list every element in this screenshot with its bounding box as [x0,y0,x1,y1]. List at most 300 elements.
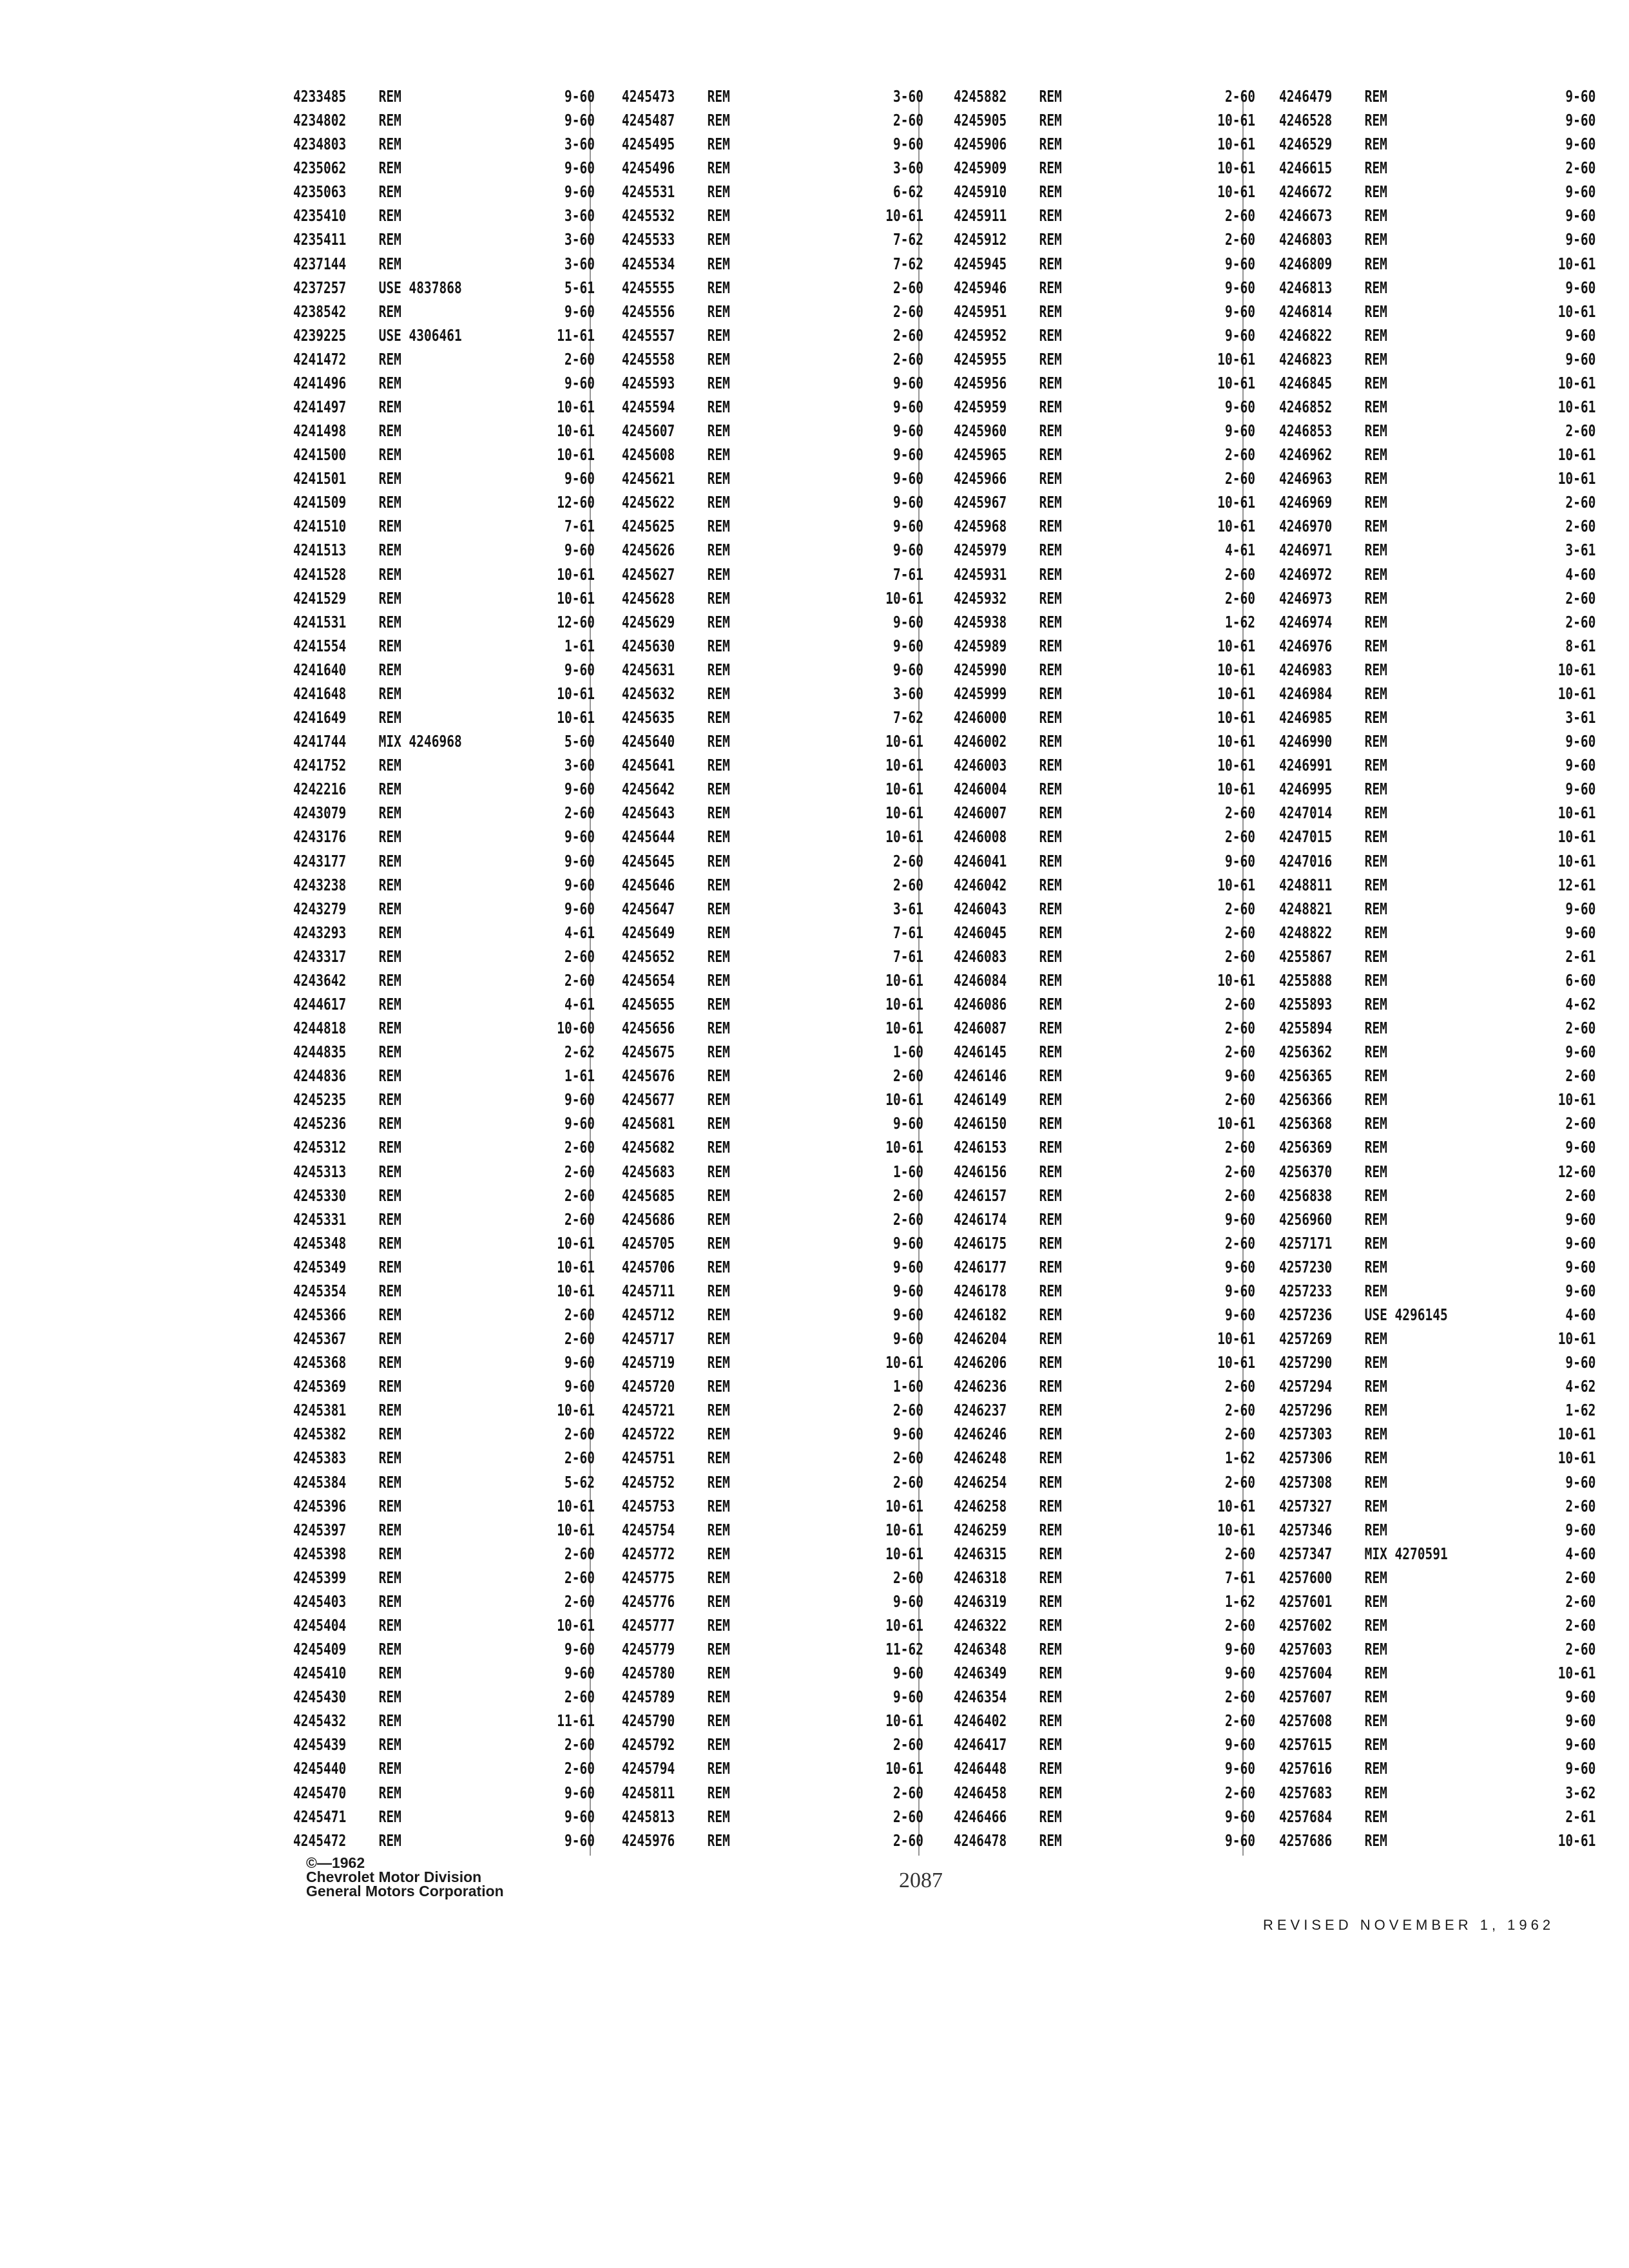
part-number: 4245621 [622,469,675,488]
part-date: 3-61 [1565,708,1596,727]
part-row [1279,1422,1596,1446]
part-status: REM [378,923,401,942]
part-date: 4-61 [564,923,595,942]
part-date: 3-60 [564,135,595,154]
part-number: 4246084 [954,970,1007,990]
part-status: REM [378,421,401,441]
part-date: 9-60 [1565,278,1596,297]
part-date: 11-61 [557,1711,595,1731]
part-status: REM [378,87,401,106]
part-date: 9-60 [1565,780,1596,799]
part-date: 7-61 [564,517,595,536]
part-row [954,1207,1255,1231]
part-status: REM [1039,899,1062,918]
part-status: REM [707,302,730,321]
part-row [622,1470,923,1494]
part-status: REM [1364,947,1387,966]
part-date: 9-60 [1565,1472,1596,1492]
part-date: 12-61 [1557,875,1596,894]
part-date: 9-60 [564,899,595,918]
part-status: REM [1039,827,1062,847]
part-status: REM [1364,1043,1387,1062]
part-status: REM [1039,1568,1062,1587]
part-status: REM [1364,1711,1387,1731]
part-number: 4245398 [293,1544,347,1563]
part-number: 4246970 [1279,517,1333,536]
part-status: REM [707,1783,730,1802]
part-status: REM [378,851,401,870]
part-status: REM [707,1209,730,1229]
part-date: 2-60 [1225,827,1255,847]
part-status: REM [378,875,401,894]
part-number: 4246984 [1279,684,1333,703]
part-status: REM [378,1114,401,1133]
part-status: REM [1364,1520,1387,1539]
part-row [622,1733,923,1756]
part-status: REM [707,1377,730,1396]
part-number: 4245312 [293,1138,347,1157]
part-date: 2-62 [564,1043,595,1062]
part-date: 2-60 [564,1305,595,1324]
part-status: REM [707,230,730,249]
part-number: 4246174 [954,1209,1007,1229]
part-row [954,1422,1255,1446]
part-date: 3-60 [564,756,595,775]
part-status: REM [378,1664,401,1683]
part-date: 9-60 [1565,1520,1596,1539]
part-status: REM [1364,803,1387,823]
part-status: REM [707,1138,730,1157]
part-date: 10-61 [557,1496,595,1515]
part-row [622,1016,923,1040]
part-status: REM [1039,445,1062,465]
part-status: REM [707,899,730,918]
part-status: REM [1039,1687,1062,1707]
part-row [622,968,923,992]
part-date: 1-62 [1565,1401,1596,1420]
part-row [1279,921,1596,945]
part-row [954,849,1255,873]
parts-column-4 [1279,84,1596,1852]
part-row [622,252,923,276]
part-date: 2-60 [893,1831,923,1850]
part-status: REM [1039,1807,1062,1826]
part-row [1279,538,1596,562]
part-row [1279,1590,1596,1613]
part-status: REM [378,1209,401,1229]
part-date: 2-60 [564,1162,595,1181]
part-status: REM [707,1711,730,1731]
part-status: REM [1364,923,1387,942]
part-number: 4245911 [954,206,1007,226]
part-date: 10-61 [1217,970,1255,990]
part-row [622,1709,923,1733]
part-row [954,1661,1255,1685]
part-number: 4245404 [293,1616,347,1635]
part-status: REM [707,1019,730,1038]
part-row [293,1566,595,1590]
part-number: 4245772 [622,1544,675,1563]
part-status: REM [707,923,730,942]
part-status: REM [378,1687,401,1707]
part-date: 10-61 [1217,875,1255,894]
part-row [1279,1829,1596,1852]
part-status: REM [378,1066,401,1086]
part-status: REM [1039,398,1062,417]
part-date: 2-60 [893,1807,923,1826]
part-number: 4247014 [1279,803,1333,823]
part-date: 10-61 [1217,684,1255,703]
part-status: REM [1039,159,1062,178]
part-number: 4237144 [293,254,347,273]
part-date: 2-60 [1225,1043,1255,1062]
part-row [293,395,595,419]
part-number: 4246254 [954,1472,1007,1492]
part-status: REM [378,1329,401,1349]
part-date: 4-61 [564,994,595,1014]
part-row [293,682,595,706]
part-number: 4246402 [954,1711,1007,1731]
part-number: 4246963 [1279,469,1333,488]
part-status: REM [1039,1257,1062,1276]
part-status: REM [1364,1687,1387,1707]
part-date: 9-60 [1565,1257,1596,1276]
part-row [293,1685,595,1709]
part-date: 2-60 [893,278,923,297]
part-date: 9-60 [1225,1305,1255,1324]
part-date: 12-60 [557,612,595,631]
part-row [1279,1184,1596,1207]
part-row [293,825,595,849]
part-number: 4246615 [1279,159,1333,178]
part-row [954,729,1255,753]
part-date: 10-61 [1557,302,1596,321]
part-status: REM [707,732,730,751]
part-status: REM [707,1329,730,1349]
part-status: REM [707,1353,730,1372]
part-row [293,180,595,204]
part-row [293,466,595,490]
part-date: 2-60 [564,1329,595,1349]
part-date: 11-61 [557,325,595,345]
part-date: 9-60 [1225,1759,1255,1778]
part-date: 9-60 [1565,206,1596,226]
part-status: REM [1039,994,1062,1014]
part-number: 4235063 [293,182,347,202]
part-status: REM [378,780,401,799]
part-number: 4246237 [954,1401,1007,1420]
part-status: REM [1039,182,1062,202]
part-status: REM [1039,636,1062,655]
part-number: 4245629 [622,612,675,631]
part-number: 4245313 [293,1162,347,1181]
part-row [293,1781,595,1805]
part-status: REM [1364,1353,1387,1372]
part-status: REM [1364,1591,1387,1611]
part-date: 9-60 [1565,1353,1596,1372]
part-date: 10-61 [1217,135,1255,154]
part-number: 4245534 [622,254,675,273]
part-row [293,514,595,538]
part-number: 4246823 [1279,349,1333,369]
part-row [954,682,1255,706]
part-date: 9-60 [564,302,595,321]
part-date: 2-60 [893,302,923,321]
part-row [293,1709,595,1733]
part-number: 4245686 [622,1209,675,1229]
part-date: 11-62 [885,1640,923,1659]
part-row [293,897,595,921]
part-date: 9-60 [1225,398,1255,417]
part-status: REM [1039,1759,1062,1778]
part-date: 10-61 [557,421,595,441]
part-number: 4245775 [622,1568,675,1587]
part-status: REM [378,1401,401,1420]
part-status: REM [1039,588,1062,608]
part-date: 2-60 [1565,159,1596,178]
part-number: 4245644 [622,827,675,847]
part-status: REM [1039,1711,1062,1731]
part-row [954,1637,1255,1661]
part-date: 10-61 [557,445,595,465]
part-number: 4245470 [293,1783,347,1802]
part-row [293,1733,595,1756]
part-status: REM [1364,756,1387,775]
part-number: 4245368 [293,1353,347,1372]
part-status: REM [378,1138,401,1157]
part-date: 12-60 [1557,1162,1596,1181]
part-row [954,227,1255,251]
part-row [622,1231,923,1255]
part-date: 2-60 [1565,421,1596,441]
part-row [954,323,1255,347]
part-date: 10-61 [885,1520,923,1539]
copyright-line: ©—1962 [306,1854,365,1871]
part-row [954,1016,1255,1040]
part-date: 9-60 [564,827,595,847]
part-status: REM [707,206,730,226]
parts-column-1 [293,84,595,1852]
part-number: 4245649 [622,923,675,942]
part-row [293,538,595,562]
part-date: 9-60 [1225,1209,1255,1229]
part-status: REM [378,1640,401,1659]
part-status: REM [707,1640,730,1659]
part-date: 9-60 [893,1257,923,1276]
part-date: 2-60 [893,1066,923,1086]
part-number: 4245910 [954,182,1007,202]
part-number: 4245780 [622,1664,675,1683]
part-date: 9-60 [893,1664,923,1683]
part-date: 1-61 [564,1066,595,1086]
part-date: 2-60 [893,325,923,345]
part-row [954,1088,1255,1111]
part-status: REM [1039,469,1062,488]
part-status: REM [707,756,730,775]
part-date: 2-60 [1565,1568,1596,1587]
part-number: 4257290 [1279,1353,1333,1372]
part-row [1279,108,1596,132]
part-date: 9-60 [564,1831,595,1850]
part-number: 4245396 [293,1496,347,1515]
part-status: REM [1039,1281,1062,1300]
part-row [954,204,1255,227]
part-row [293,1184,595,1207]
part-number: 4245906 [954,135,1007,154]
part-number: 4246246 [954,1425,1007,1444]
part-date: 10-61 [885,588,923,608]
part-status: REM [378,756,401,775]
part-number: 4243293 [293,923,347,942]
part-number: 4245722 [622,1425,675,1444]
part-number: 4243079 [293,803,347,823]
part-date: 10-61 [1557,1329,1596,1349]
part-row [1279,1781,1596,1805]
part-row [1279,252,1596,276]
part-number: 4245946 [954,278,1007,297]
part-date: 1-60 [893,1162,923,1181]
part-row [1279,1350,1596,1374]
part-status: REM [378,1305,401,1324]
part-status: REM [1039,541,1062,560]
part-status: REM [378,612,401,631]
part-date: 2-60 [1225,230,1255,249]
part-status: REM [1039,1329,1062,1349]
part-status: REM [707,1591,730,1611]
part-status: REM [707,254,730,273]
part-date: 10-61 [1217,636,1255,655]
part-date: 2-60 [564,1544,595,1563]
part-number: 4245790 [622,1711,675,1731]
part-number: 4239225 [293,325,347,345]
part-row [1279,227,1596,251]
part-date: 3-60 [893,87,923,106]
part-status: REM [1039,1472,1062,1492]
part-number: 4246448 [954,1759,1007,1778]
part-row [1279,443,1596,466]
part-number: 4246813 [1279,278,1333,297]
part-date: 9-60 [564,780,595,799]
part-status: REM [1039,1425,1062,1444]
part-date: 9-60 [564,541,595,560]
part-status: REM [378,230,401,249]
part-date: 10-61 [1557,1448,1596,1468]
part-date: 9-60 [564,182,595,202]
part-date: 2-60 [1225,1377,1255,1396]
part-date: 10-61 [557,398,595,417]
part-status: REM [707,1448,730,1468]
part-row [622,1064,923,1088]
part-number: 4246803 [1279,230,1333,249]
part-date: 9-60 [1565,1759,1596,1778]
part-date: 2-60 [1225,923,1255,942]
part-date: 10-61 [1557,1831,1596,1850]
part-date: 7-62 [893,254,923,273]
part-number: 4245646 [622,875,675,894]
part-row [1279,658,1596,682]
part-number: 4245383 [293,1448,347,1468]
part-row [954,1781,1255,1805]
part-number: 4245410 [293,1664,347,1683]
part-status: REM [378,469,401,488]
part-status: REM [1039,684,1062,703]
part-date: 9-60 [893,660,923,679]
part-row [954,1255,1255,1279]
part-number: 4246175 [954,1233,1007,1253]
part-row [954,1685,1255,1709]
part-status: REM [1364,1759,1387,1778]
part-row [293,1111,595,1135]
part-status: REM [707,135,730,154]
part-number: 4246852 [1279,398,1333,417]
part-row [954,1350,1255,1374]
part-number: 4246976 [1279,636,1333,655]
part-status: REM [378,947,401,966]
part-number: 4246041 [954,851,1007,870]
part-status: REM [707,612,730,631]
part-date: 6-62 [893,182,923,202]
part-date: 1-62 [1225,612,1255,631]
part-row [293,204,595,227]
part-status: REM [378,1425,401,1444]
part-status: REM [1364,994,1387,1014]
part-row [622,849,923,873]
part-row [622,1446,923,1470]
part-row [1279,1661,1596,1685]
part-number: 4256366 [1279,1090,1333,1110]
part-row [954,1709,1255,1733]
part-number: 4256368 [1279,1114,1333,1133]
part-status: REM [1039,1138,1062,1157]
part-row [622,1279,923,1303]
part-number: 4246990 [1279,732,1333,751]
part-number: 4245642 [622,780,675,799]
part-number: 4245990 [954,660,1007,679]
part-status: REM [707,469,730,488]
part-date: 10-61 [1557,851,1596,870]
part-number: 4245719 [622,1353,675,1372]
part-row [1279,1733,1596,1756]
part-date: 9-60 [893,1591,923,1611]
part-number: 4245556 [622,302,675,321]
part-status: REM [1039,803,1062,823]
part-date: 2-60 [564,1735,595,1754]
part-row [622,1303,923,1327]
part-row [622,1422,923,1446]
part-date: 8-61 [1565,636,1596,655]
part-status: REM [1364,564,1387,584]
part-status: MIX 4270591 [1364,1544,1448,1563]
part-row [1279,1518,1596,1542]
part-date: 9-60 [564,1783,595,1802]
part-row [954,514,1255,538]
part-row [1279,1231,1596,1255]
part-date: 2-60 [1225,899,1255,918]
part-number: 4257308 [1279,1472,1333,1492]
part-number: 4245399 [293,1568,347,1587]
part-number: 4246043 [954,899,1007,918]
part-date: 9-60 [893,1305,923,1324]
part-status: REM [1039,230,1062,249]
part-row [1279,1470,1596,1494]
part-row [954,1590,1255,1613]
part-row [954,921,1255,945]
part-status: REM [1364,612,1387,631]
part-status: REM [1364,1066,1387,1086]
part-status: REM [707,1401,730,1420]
part-status: REM [707,1162,730,1181]
part-status: REM [1039,1066,1062,1086]
